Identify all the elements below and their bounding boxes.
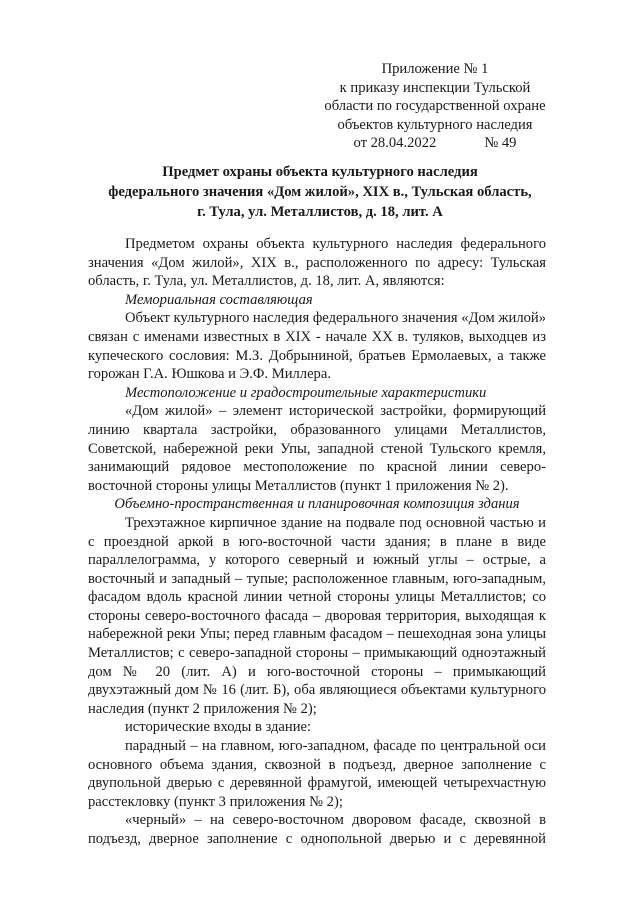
document-title (92, 162, 548, 222)
appendix-order-line: к приказу инспекции Тульской (339, 79, 531, 96)
intro-paragraph: Предметом охраны объекта культурного наследия федерального значения «Дом жилой», XIX в., расположенного по адресу: Тульская область, г. Тула, ул. Металлистов, д. 18, лит. А, являются: (88, 236, 546, 290)
document-body (88, 235, 546, 849)
appendix-authority-line: области по государственной охране (324, 98, 546, 115)
title-line-3: г. Тула, ул. Металлистов, д. 18, лит. А (197, 204, 443, 220)
appendix-number: Приложение № 1 (381, 61, 489, 77)
order-number: № 49 (484, 135, 517, 152)
composition-paragraph: Трехэтажное кирпичное здание на подвале под основной частью и с проездной аркой в юго-восточной части здания; в плане в виде параллелограмма, у которого северный и южный углы – острые, а восточный и западный – тупые; расположенное главным, юго-западным, фасадом вдоль красной линии четной стороны улицы Металлистов; со стороны северо-восточного фасада – дворовая территория, выходящая к набережной реки Упы; перед главным фасадом – пешеходная зона улицы Металлистов; с северо-западной стороны – примыкающий одноэтажный дом № 20 (лит. А) и юго-восточной стороны – примыкающий двухэтажный дом № 16 (лит. Б), оба являющиеся объектами культурного наследия (пункт 2 приложения № 2); (88, 514, 546, 717)
appendix-date-line (320, 134, 550, 153)
appendix-authority-line-2: объектов культурного наследия (337, 116, 533, 133)
memorial-paragraph: Объект культурного наследия федерального значения «Дом жилой» связан с именами известных в XIX - начале XX в. туляков, выходцев из купеческого сословия: М.З. Добрыниной, братьев Ермолаевых, а также горожан Г.А. Юшкова и Э.Ф. Миллера. (88, 310, 547, 383)
section-heading-composition: Объемно-пространственная и планировочная композиция здания (114, 496, 520, 513)
location-paragraph: «Дом жилой» – элемент исторической застройки, формирующий линию квартала застройки, образованного улицами Металлистов, Советской, набережной реки Упы, западной стеной Тульского кремля, занимающий рядовое местоположение по красной линии северо-восточной стороны улицы Металлистов (пункт 1 приложения № 2). (88, 403, 546, 494)
appendix-header (320, 60, 550, 153)
section-heading-memorial: Мемориальная составляющая (125, 291, 313, 308)
back-entrance-paragraph: «черный» – на северо-восточном дворовом фасаде, сквозной в подъезд, дверное заполнение с однопольной дверью и с деревянной (88, 812, 546, 847)
order-date: от 28.04.2022 (353, 135, 437, 152)
title-line-2: федерального значения «Дом жилой», XIX в., Тульская область, (108, 184, 532, 200)
section-heading-location: Местоположение и градостроительные характеристики (125, 384, 487, 401)
title-line-1: Предмет охраны объекта культурного наследия (162, 164, 478, 180)
entrances-paragraph: исторические входы в здание: (125, 719, 312, 736)
main-entrance-paragraph: парадный – на главном, юго-западном, фасаде по центральной оси основного объема здания, сквозной в подъезд, дверное заполнение с двупольной дверью с деревянной фрамугой, имеющей четырехчастную расстекловку (пункт 3 приложения № 2); (88, 738, 546, 810)
